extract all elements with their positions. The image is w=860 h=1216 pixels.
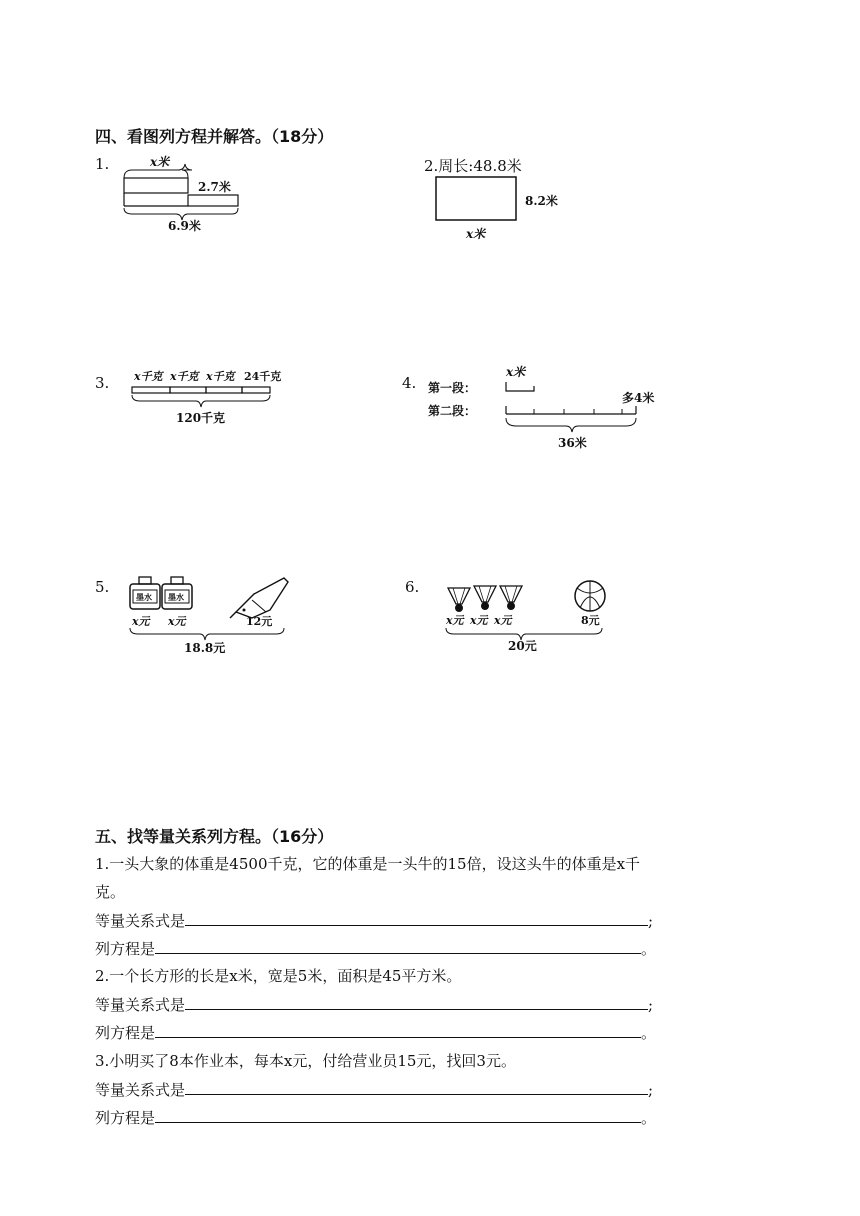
problem-1-number: 1. <box>95 155 110 173</box>
problem-4-label-seg2: 第二段： <box>428 404 477 418</box>
problem-4-number: 4. <box>402 374 417 392</box>
problem-4-label-total: 36米 <box>558 436 587 450</box>
problem-1-bar-b <box>188 195 238 206</box>
q2-period: 。 <box>641 1024 657 1042</box>
q1-equation-blank[interactable] <box>155 939 641 954</box>
q3-semicolon: ; <box>648 1081 654 1099</box>
problem-6-diagram <box>440 578 620 656</box>
q3-text: 3.小明买了8本作业本，每本x元，付给营业员15元，找回3元。 <box>95 1052 516 1070</box>
q1-equation-row <box>95 938 656 959</box>
fountain-pen-icon <box>230 578 288 618</box>
q3-relation-blank[interactable] <box>185 1080 648 1095</box>
problem-2-label-length: x米 <box>466 227 486 241</box>
ink-bottle-icon-1 <box>130 577 160 609</box>
q2-relation-row <box>95 994 653 1015</box>
problem-6-label-x3: x元 <box>494 614 512 627</box>
shuttlecock-icon-3 <box>500 586 522 610</box>
problem-2-diagram <box>430 172 570 244</box>
q3-equation-label: 列方程是 <box>95 1109 156 1127</box>
problem-6-label-total: 20元 <box>508 639 537 653</box>
problem-3-label-2: x千克 <box>170 370 199 383</box>
problem-2-rectangle <box>436 177 516 220</box>
q3-equation-blank[interactable] <box>155 1108 641 1123</box>
problem-2-number: 2.周长:48.8米 <box>424 157 522 175</box>
q3-relation-row <box>95 1079 653 1100</box>
problem-5-brace <box>130 628 284 640</box>
problem-3-label-3: x千克 <box>206 370 235 383</box>
q2-equation-blank[interactable] <box>155 1023 641 1038</box>
q2-semicolon: ; <box>648 996 654 1014</box>
problem-3-brace <box>132 395 270 407</box>
shuttlecock-icon-1 <box>448 588 470 612</box>
problem-4-diagram <box>426 360 666 455</box>
problem-3-label-total: 120千克 <box>176 411 226 425</box>
problem-1-label-27: 2.7米 <box>198 180 231 194</box>
shuttlecock-icon-2 <box>474 586 496 610</box>
problem-6-number: 6. <box>405 578 420 596</box>
problem-4-brace <box>506 418 636 432</box>
basketball-icon <box>575 581 605 611</box>
q1-semicolon: ; <box>648 912 654 930</box>
problem-5-label-pen: 12元 <box>246 615 273 628</box>
q3-period: 。 <box>641 1109 657 1127</box>
problem-3-label-4: 24千克 <box>244 370 282 383</box>
problem-4-seg1-line <box>506 382 534 391</box>
q2-relation-blank[interactable] <box>185 995 648 1010</box>
problem-1-bar-a <box>124 178 188 193</box>
q3-equation-row <box>95 1107 656 1128</box>
problem-5-number: 5. <box>95 578 110 596</box>
q2-equation-label: 列方程是 <box>95 1024 156 1042</box>
svg-text:墨水: 墨水 <box>168 592 184 602</box>
problem-6-label-x2: x元 <box>470 614 488 627</box>
problem-1-label-69: 6.9米 <box>168 219 201 233</box>
q3-relation-label: 等量关系式是 <box>95 1081 186 1099</box>
section-4-title: 四、看图列方程并解答。（18分） <box>95 127 334 146</box>
problem-4-label-more: 多4米 <box>622 391 655 405</box>
q1-equation-label: 列方程是 <box>95 940 156 958</box>
problem-5-diagram <box>126 574 296 656</box>
problem-2-label-width: 8.2米 <box>525 194 558 208</box>
problem-5-label-total: 18.8元 <box>184 641 226 655</box>
q1-text-line2: 克。 <box>95 883 126 901</box>
q2-equation-row <box>95 1022 656 1043</box>
q1-period: 。 <box>641 940 657 958</box>
q2-relation-label: 等量关系式是 <box>95 996 186 1014</box>
q1-relation-row <box>95 910 653 931</box>
q1-relation-label: 等量关系式是 <box>95 912 186 930</box>
svg-text:墨水: 墨水 <box>136 592 152 602</box>
problem-4-label-seg1: 第一段： <box>428 381 477 395</box>
problem-1-label-x: x米 <box>150 155 170 169</box>
problem-4-label-x: x米 <box>506 365 526 379</box>
q1-text-line1: 1.一头大象的体重是4500千克，它的体重是一头牛的15倍，设这头牛的体重是x千 <box>95 855 641 873</box>
problem-6-label-x1: x元 <box>446 614 464 627</box>
problem-3-label-1: x千克 <box>134 370 163 383</box>
problem-6-label-ball: 8元 <box>581 614 600 627</box>
ink-bottle-icon-2 <box>162 577 192 609</box>
q2-text: 2.一个长方形的长是x米，宽是5米，面积是45平方米。 <box>95 967 462 985</box>
problem-5-label-x1: x元 <box>132 615 150 628</box>
problem-1-diagram <box>118 150 248 235</box>
problem-3-diagram <box>128 365 303 427</box>
section-5-title: 五、找等量关系列方程。（16分） <box>95 827 334 846</box>
q1-relation-blank[interactable] <box>185 911 648 926</box>
problem-3-number: 3. <box>95 374 110 392</box>
problem-5-label-x2: x元 <box>168 615 186 628</box>
